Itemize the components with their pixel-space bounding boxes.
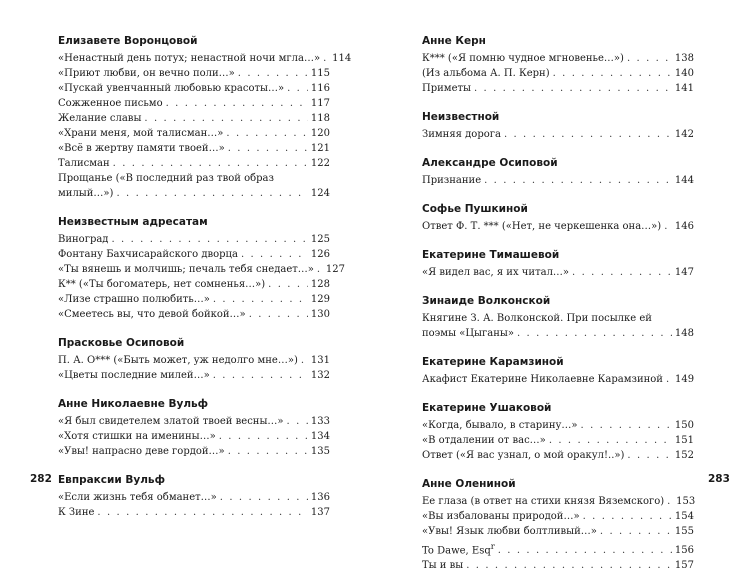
dot-leader (287, 81, 308, 96)
section-heading: Елизавете Воронцовой (58, 35, 198, 47)
dot-leader (466, 558, 672, 573)
dot-leader (238, 66, 308, 81)
toc-entry (58, 277, 330, 292)
entry-title: К** («Ты богоматерь, нет сомненья…») (58, 279, 266, 290)
entry-page-number: 157 (674, 560, 694, 572)
dot-leader (627, 448, 671, 463)
dot-leader (113, 156, 308, 171)
entry-title: «Хотя стишки на именины…» (58, 431, 216, 442)
dot-leader (517, 326, 672, 341)
entry-title: П. А. О*** («Быть может, уж недолго мне…») (58, 355, 298, 366)
entry-page-number: 151 (674, 435, 694, 446)
dot-leader (549, 433, 672, 448)
entry-page-number: 132 (310, 370, 330, 381)
dot-leader (504, 127, 672, 142)
entry-page-number: 138 (674, 53, 694, 64)
toc-section (422, 110, 694, 142)
entry-page-number: 150 (674, 420, 694, 431)
toc-entry (422, 66, 694, 81)
dot-leader (249, 307, 308, 322)
page-number-left: 282 (30, 473, 52, 485)
toc-column-right (422, 34, 694, 587)
toc-entry (58, 368, 330, 383)
entry-page-number: 140 (674, 68, 694, 79)
entry-title: «Приют любви, он вечно поли…» (58, 68, 235, 79)
toc-entry (58, 66, 330, 81)
entry-page-number: 149 (674, 374, 695, 385)
toc-section (58, 215, 345, 322)
entry-title: поэмы «Цыганы» (422, 328, 514, 339)
entry-title: Ответ («Я вас узнал, о мой оракул!..») (422, 450, 625, 461)
entry-page-number: 152 (674, 450, 694, 461)
dot-leader (144, 111, 308, 126)
entry-title: Ответ Ф. Т. *** («Нет, не черкешенка она…») (422, 221, 662, 232)
toc-entry (58, 353, 330, 368)
toc-entry (58, 490, 330, 505)
entry-page-number: 137 (310, 507, 330, 518)
section-heading: Зинаиде Волконской (422, 295, 551, 307)
toc-entry (58, 505, 330, 520)
dot-leader (474, 81, 672, 96)
entry-page-number: 118 (310, 113, 330, 124)
section-heading: Екатерине Тимашевой (422, 249, 560, 261)
toc-entry (58, 51, 352, 66)
toc-section (422, 156, 694, 188)
entry-title: «Пускай увенчанный любовью красоты…» (58, 83, 285, 94)
toc-entry (422, 51, 694, 66)
section-heading: Александре Осиповой (422, 157, 558, 169)
toc-section (58, 34, 352, 201)
entry-title: «В отдалении от вас…» (422, 435, 546, 446)
dot-leader (667, 494, 673, 509)
entry-page-number: 126 (310, 249, 330, 260)
entry-title: «Всё в жертву памяти твоей…» (58, 143, 225, 154)
entry-page-number: 154 (674, 511, 694, 522)
entry-page-number: 135 (310, 446, 330, 457)
entry-page-number: 130 (310, 309, 330, 320)
dot-leader (97, 505, 308, 520)
entry-page-number: 121 (310, 143, 330, 154)
entry-page-number: 136 (310, 492, 330, 503)
toc-entry (58, 414, 330, 429)
entry-page-number: 153 (676, 496, 696, 507)
section-heading: Неизвестным адресатам (58, 216, 208, 228)
entry-page-number: 155 (674, 526, 694, 537)
entry-page-number: 115 (310, 68, 330, 79)
toc-section (58, 473, 330, 520)
dot-leader (228, 444, 308, 459)
toc-section (422, 355, 694, 387)
entry-title: Зимняя дорога (422, 129, 501, 140)
dot-leader (583, 509, 672, 524)
entry-page-number: 142 (674, 129, 694, 140)
entry-title: К*** («Я помню чудное мгновенье…») (422, 53, 624, 64)
dot-leader (484, 173, 672, 188)
entry-page-number: 156 (674, 545, 694, 557)
entry-title: «Увы! напрасно деве гордой…» (58, 446, 225, 457)
section-heading: Анне Керн (422, 35, 486, 47)
toc-entry (58, 232, 330, 247)
toc-entry (422, 219, 694, 234)
entry-title: «Лизе страшно полюбить…» (58, 294, 210, 305)
toc-section (422, 294, 694, 341)
dot-leader (241, 247, 308, 262)
entry-title: «Когда, бывало, в старину…» (422, 420, 578, 431)
dot-leader (220, 490, 308, 505)
entry-page-number: 124 (310, 188, 330, 199)
toc-entry (58, 247, 330, 262)
toc-entry (422, 372, 694, 387)
dot-leader (553, 66, 672, 81)
entry-title: «Увы! Язык любви болтливый…» (422, 526, 597, 537)
entry-title: «Смеетесь вы, что девой бойкой…» (58, 309, 246, 320)
dot-leader (664, 219, 672, 234)
toc-entry (58, 429, 330, 444)
dot-leader (581, 418, 672, 433)
toc-entry (58, 141, 330, 156)
entry-title: Фонтану Бахчисарайского дворца (58, 249, 238, 260)
section-heading: Екатерине Карамзиной (422, 356, 564, 368)
entry-page-number: 125 (310, 234, 330, 245)
entry-title: Желание славы (58, 113, 142, 124)
entry-title-line: Прощанье («В последний раз твой образ (58, 173, 274, 184)
entry-title: «Я видел вас, я их читал…» (422, 267, 570, 278)
toc-section (422, 477, 694, 573)
toc-entry (422, 448, 694, 463)
entry-page-number: 120 (310, 128, 330, 139)
dot-leader (287, 414, 308, 429)
toc-entry (58, 81, 330, 96)
toc-entry (422, 173, 694, 188)
entry-title: «Ты вянешь и молчишь; печаль тебя снедает…» (58, 264, 314, 275)
entry-title: Виноград (58, 234, 109, 245)
entry-title: «Вы избалованы природой…» (422, 511, 580, 522)
dot-leader (226, 126, 307, 141)
entry-page-number: 114 (332, 53, 352, 64)
dot-leader (166, 96, 308, 111)
toc-entry (58, 156, 330, 171)
toc-entry (58, 96, 330, 111)
toc-entry (422, 81, 694, 96)
toc-section (422, 401, 694, 463)
toc-entry (422, 418, 694, 433)
dot-leader (323, 51, 329, 66)
dot-leader (228, 141, 308, 156)
entry-page-number: 148 (674, 328, 694, 339)
dot-leader (219, 429, 308, 444)
dot-leader (116, 186, 307, 201)
toc-entry (58, 126, 330, 141)
entry-title: Признание (422, 175, 482, 186)
toc-entry (422, 494, 694, 509)
section-heading: Неизвестной (422, 111, 500, 123)
section-heading: Анне Олениной (422, 478, 516, 490)
entry-title: Приметы (422, 83, 471, 94)
toc-entry (422, 558, 694, 573)
dot-leader (317, 262, 323, 277)
dot-leader (666, 372, 672, 387)
entry-title-line: Княгине З. А. Волконской. При посылке ей (422, 313, 652, 324)
entry-title: To Dawe, Esq$^r$ (422, 541, 495, 557)
section-heading: Прасковье Осиповой (58, 337, 185, 349)
toc-section (58, 336, 330, 383)
entry-page-number: 141 (674, 83, 694, 94)
entry-title: Акафист Екатерине Николаевне Карамзиной (422, 374, 663, 385)
dot-leader (627, 51, 672, 66)
toc-column-left (58, 34, 352, 534)
entry-page-number: 128 (310, 279, 330, 290)
entry-title: (Из альбома А. П. Керн) (422, 68, 550, 79)
dot-leader (213, 368, 308, 383)
entry-page-number: 117 (310, 98, 330, 109)
dot-leader (498, 543, 672, 558)
entry-page-number: 133 (310, 416, 330, 427)
section-heading: Софье Пушкиной (422, 203, 528, 215)
toc-entry (422, 539, 694, 558)
entry-page-number: 134 (310, 431, 330, 442)
entry-title: «Цветы последние милей…» (58, 370, 210, 381)
section-heading: Екатерине Ушаковой (422, 402, 552, 414)
dot-leader (301, 353, 308, 368)
entry-page-number: 131 (310, 355, 330, 366)
toc-entry (422, 265, 694, 280)
entry-page-number: 146 (674, 221, 694, 232)
entry-title: милый…») (58, 188, 114, 199)
toc-entry (58, 111, 330, 126)
entry-title: «Я был свидетелем златой твоей весны…» (58, 416, 284, 427)
dot-leader (268, 277, 308, 292)
dot-leader (111, 232, 307, 247)
toc-entry (422, 311, 694, 341)
toc-section (422, 34, 694, 96)
entry-page-number: 144 (674, 175, 694, 186)
dot-leader (213, 292, 308, 307)
section-heading: Евпраксии Вульф (58, 474, 165, 486)
entry-title: «Ненастный день потух; ненастной ночи мгла…» (58, 53, 321, 64)
toc-section (422, 202, 694, 234)
toc-section (422, 248, 694, 280)
dot-leader (572, 265, 672, 280)
toc-entry (422, 433, 694, 448)
toc-section (58, 397, 330, 459)
entry-page-number: 129 (310, 294, 330, 305)
entry-title: Сожженное письмо (58, 98, 163, 109)
entry-page-number: 147 (674, 267, 694, 278)
entry-title: Ее глаза (в ответ на стихи князя Вяземского) (422, 496, 665, 507)
entry-page-number: 127 (325, 264, 345, 275)
entry-title: Талисман (58, 158, 110, 169)
toc-entry (422, 127, 694, 142)
toc-entry (58, 171, 330, 201)
toc-entry (58, 262, 345, 277)
section-heading: Анне Николаевне Вульф (58, 398, 209, 410)
entry-title: К Зине (58, 507, 95, 518)
entry-page-number: 116 (310, 83, 330, 94)
toc-entry (58, 444, 330, 459)
toc-entry (422, 509, 694, 524)
entry-title: Ты и вы (422, 560, 464, 572)
toc-entry (58, 292, 330, 307)
toc-entry (58, 307, 330, 322)
page-number-right: 283 (708, 473, 730, 485)
entry-page-number: 122 (310, 158, 330, 169)
entry-title: «Если жизнь тебя обманет…» (58, 492, 217, 503)
entry-title: «Храни меня, мой талисман…» (58, 128, 224, 139)
